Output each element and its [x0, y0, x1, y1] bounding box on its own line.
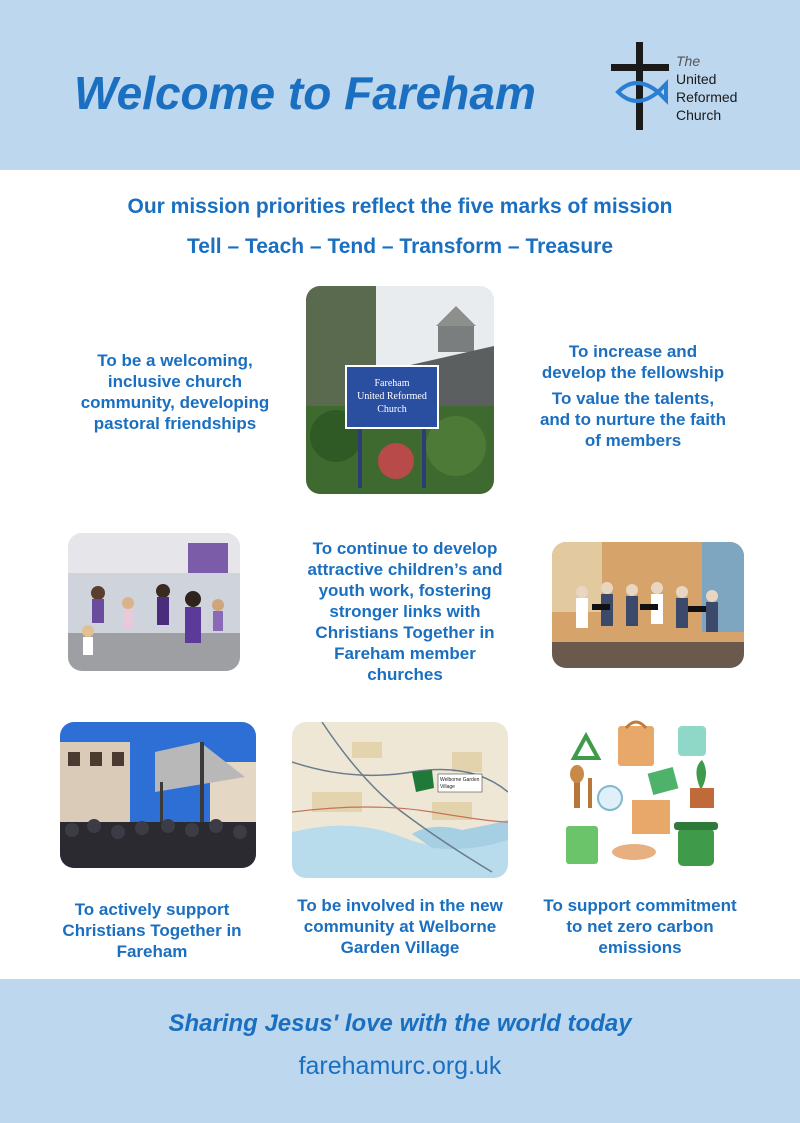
map-label-line: Welborne Garden	[440, 777, 480, 783]
priority-netzero	[528, 895, 752, 958]
fork-icon	[588, 778, 592, 808]
caption-line: churches	[367, 665, 443, 684]
urc-logo	[606, 38, 766, 134]
caption-line: emissions	[598, 938, 682, 957]
caption-line: To be involved in the new	[297, 896, 503, 915]
logo-wordmark	[676, 52, 737, 124]
header-band	[0, 0, 800, 170]
caption-line: To be a welcoming,	[97, 351, 253, 370]
cross-fish-icon	[606, 38, 676, 134]
sign-line: Church	[377, 404, 407, 415]
caption-line: To continue to develop	[312, 539, 498, 558]
caption-line: and to nurture the faith	[539, 410, 727, 429]
mission-subtitle: Our mission priorities reflect the five marks of mission	[127, 195, 673, 218]
caption-line: Garden Village	[340, 938, 460, 957]
caption-line: stronger links with	[329, 602, 481, 621]
choir-photo	[552, 542, 744, 668]
priority-youth	[290, 538, 520, 685]
caption-line: To support commitment	[543, 896, 737, 915]
priority-support	[44, 899, 260, 962]
caption-line: attractive children’s and	[307, 560, 503, 579]
caption-line: Fareham	[116, 942, 188, 961]
bowl-icon	[612, 844, 656, 860]
caption-line: Christians Together in	[315, 623, 495, 642]
lightbulb-icon	[598, 786, 622, 810]
caption-line: community at Welborne	[303, 917, 497, 936]
map-label-line: Village	[440, 784, 455, 790]
box-icon	[632, 800, 670, 834]
caption-line: community, developing	[80, 393, 270, 412]
eco-icons-illustration	[560, 718, 730, 870]
page-title: Welcome to Fareham	[74, 67, 536, 119]
priority-talents	[520, 388, 746, 451]
priority-welborne	[280, 895, 520, 958]
logo-line: United	[676, 71, 717, 87]
caption-line: pastoral friendships	[93, 414, 257, 433]
tagline: Sharing Jesus' love with the world today	[168, 1010, 632, 1037]
caption-line: To increase and	[568, 342, 698, 361]
caption-line: Christians Together in	[62, 921, 242, 940]
caption-line: Fareham member	[334, 644, 476, 663]
sign-line: United Reformed	[357, 391, 427, 402]
caption-line: youth work, fostering	[318, 581, 492, 600]
logo-line: The	[676, 53, 701, 69]
priority-fellowship	[520, 341, 746, 383]
caption-line: develop the fellowship	[541, 363, 725, 382]
priority-welcoming	[60, 350, 290, 434]
footer-band	[0, 979, 800, 1123]
caption-line: of members	[584, 431, 682, 450]
caption-line: To value the talents,	[551, 389, 715, 408]
town-square-photo	[60, 722, 256, 868]
logo-line: Reformed	[676, 89, 738, 105]
five-marks: Tell – Teach – Tend – Transform – Treasure	[187, 235, 613, 258]
caption-line: to net zero carbon	[566, 917, 714, 936]
church-sign-photo	[306, 286, 494, 494]
caption-line: To actively support	[74, 900, 230, 919]
welborne-map	[292, 722, 508, 878]
website-link[interactable]: farehamurc.org.uk	[298, 1052, 502, 1080]
compost-bin-icon	[678, 828, 714, 866]
youth-group-photo	[68, 533, 240, 671]
eco-bag-icon	[566, 826, 598, 864]
cup-icon	[678, 726, 706, 756]
sign-line: Fareham	[374, 378, 410, 389]
shopping-bag-icon	[618, 726, 654, 766]
logo-line: Church	[676, 107, 722, 123]
caption-line: inclusive church	[107, 372, 243, 391]
